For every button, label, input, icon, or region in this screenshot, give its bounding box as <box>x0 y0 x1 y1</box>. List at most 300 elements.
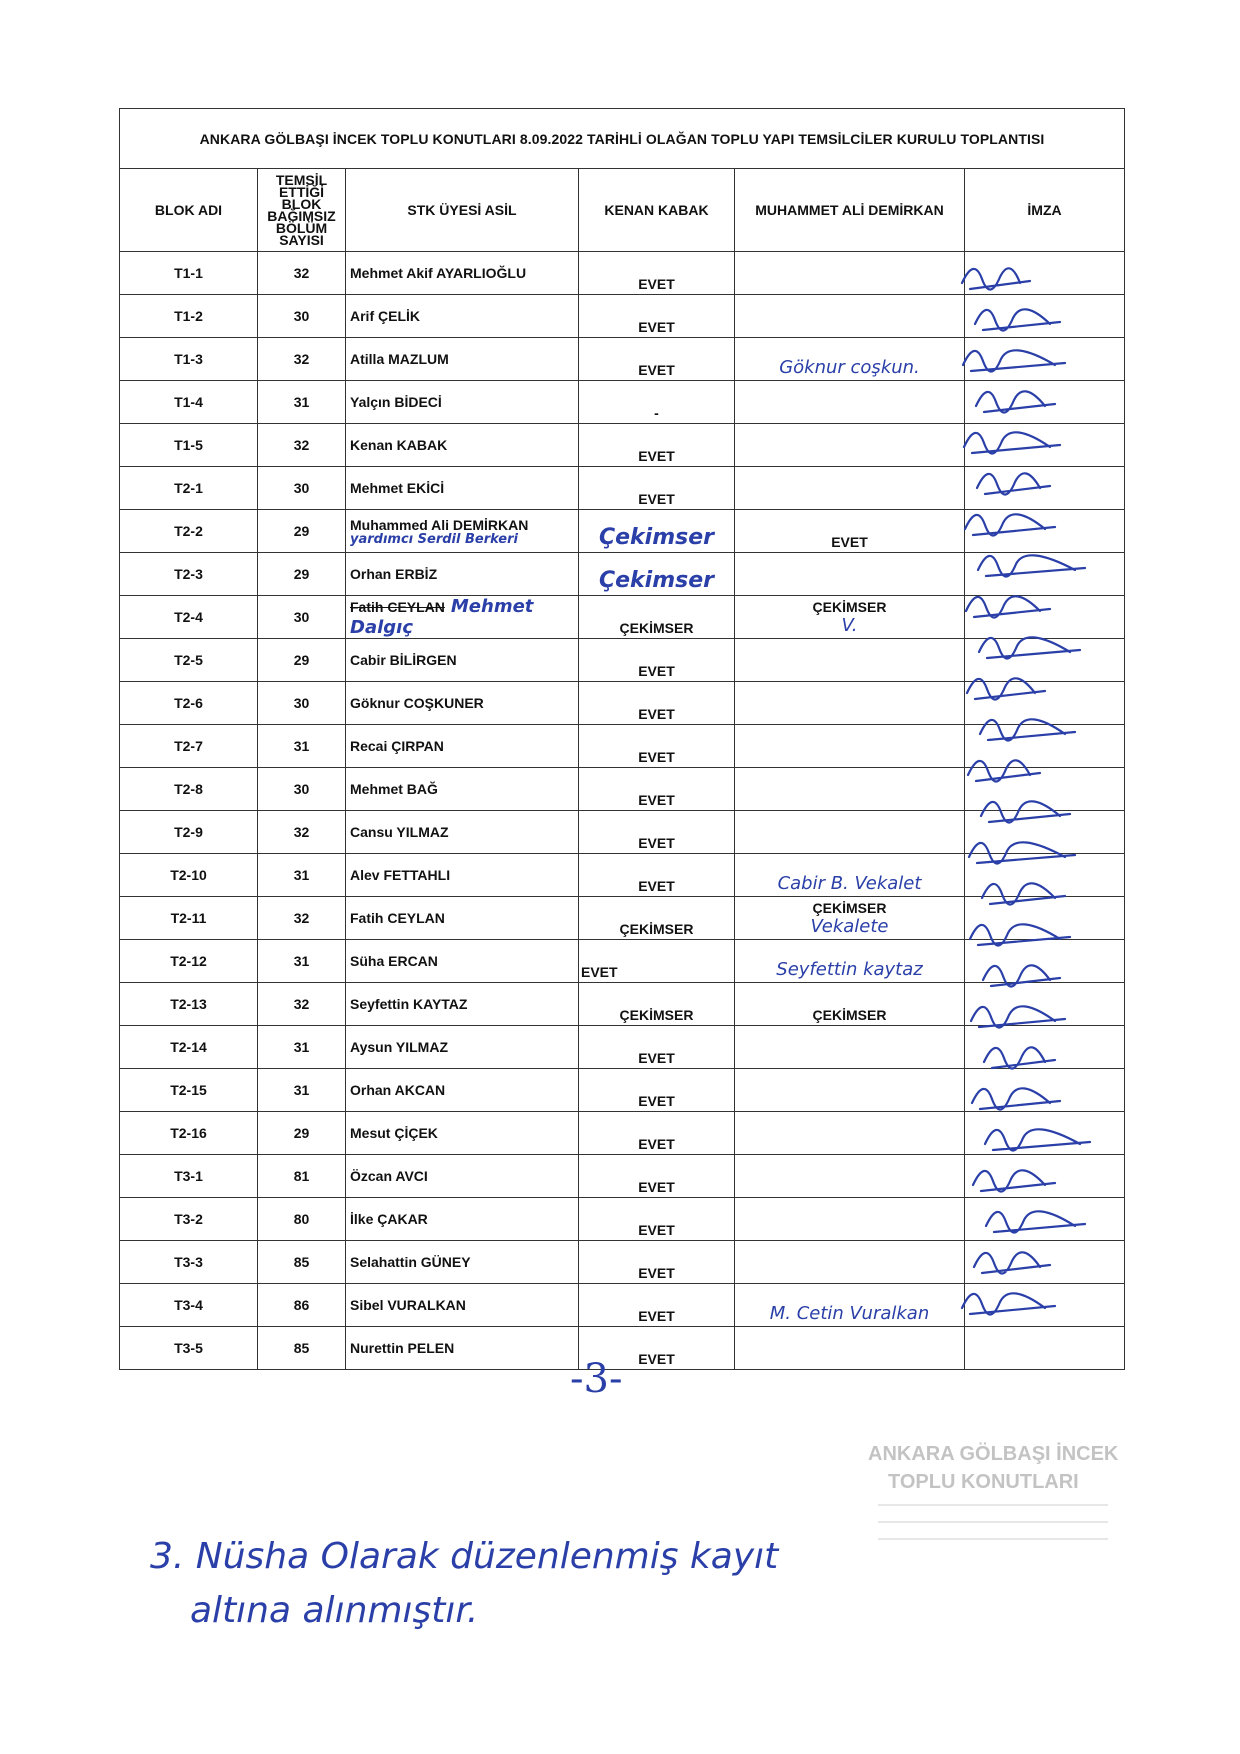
member-name-cell-text: Mehmet BAĞ <box>350 781 438 797</box>
kenan-vote-cell <box>579 811 735 854</box>
muhammet-vote-cell <box>735 596 965 639</box>
signature-cell <box>965 983 1125 1026</box>
kenan-vote-cell <box>579 1241 735 1284</box>
member-name-cell <box>346 596 579 639</box>
blok-cell <box>120 553 258 596</box>
kenan-vote-cell <box>579 725 735 768</box>
member-name-cell-text: Aysun YILMAZ <box>350 1039 449 1055</box>
member-name-cell-text: Yalçın BİDECİ <box>350 394 442 410</box>
table-row <box>120 467 1125 510</box>
unit-count-cell <box>258 639 346 682</box>
unit-count-cell-text: 29 <box>293 566 310 582</box>
kenan-vote-cell-text: Çekimser <box>598 568 715 593</box>
blok-cell-text: T2-13 <box>170 996 207 1012</box>
table-row <box>120 424 1125 467</box>
unit-count-cell <box>258 1069 346 1112</box>
kenan-vote-cell <box>579 897 735 940</box>
signature-cell <box>965 553 1125 596</box>
muhammet-vote-cell <box>735 725 965 768</box>
unit-count-cell <box>258 1284 346 1327</box>
unit-count-cell <box>258 682 346 725</box>
kenan-vote-cell-text: EVET <box>638 448 675 464</box>
kenan-vote-cell-text: ÇEKİMSER <box>619 921 694 937</box>
member-name-cell-text: Cabir BİLİRGEN <box>350 652 457 668</box>
unit-count-cell-text: 31 <box>293 1082 310 1098</box>
header-temsil: TEMSİL ETTİĞİ BLOK BAĞIMSIZ BÖLÜM SAYISI <box>258 169 346 252</box>
member-name-cell-text: Muhammed Ali DEMİRKAN <box>350 516 529 533</box>
blok-cell-text: T2-3 <box>174 566 203 582</box>
kenan-vote-cell-text: - <box>654 405 659 421</box>
muhammet-vote-cell <box>735 897 965 940</box>
attendance-table <box>119 108 1125 1370</box>
svg-text:TOPLU KONUTLARI: TOPLU KONUTLARI <box>888 1471 1079 1493</box>
blok-cell <box>120 381 258 424</box>
unit-count-cell <box>258 897 346 940</box>
muhammet-vote-cell <box>735 381 965 424</box>
blok-cell <box>120 983 258 1026</box>
unit-count-cell-text: 32 <box>293 265 310 281</box>
unit-count-cell <box>258 553 346 596</box>
member-name-cell <box>346 252 579 295</box>
muhammet-vote-cell <box>735 768 965 811</box>
table-row <box>120 381 1125 424</box>
signature-cell <box>965 295 1125 338</box>
member-name-cell <box>346 1112 579 1155</box>
member-name-cell <box>346 510 579 553</box>
blok-cell <box>120 682 258 725</box>
unit-count-cell-text: 86 <box>293 1297 310 1313</box>
blok-cell <box>120 1155 258 1198</box>
blok-cell <box>120 854 258 897</box>
table-row <box>120 295 1125 338</box>
unit-count-cell-text: 29 <box>293 1125 310 1141</box>
blok-cell <box>120 1026 258 1069</box>
member-name-cell-text: Özcan AVCI <box>350 1168 428 1184</box>
kenan-vote-cell <box>579 1155 735 1198</box>
kenan-vote-cell-text: EVET <box>638 835 675 851</box>
blok-cell <box>120 1198 258 1241</box>
muhammet-vote-cell-text: ÇEKİMSER <box>812 599 887 615</box>
handwritten-proxy-note: Mehmet Dalgıç <box>350 596 534 638</box>
member-name-cell <box>346 553 579 596</box>
signature-cell <box>965 682 1125 725</box>
blok-cell-text: T1-2 <box>174 308 203 324</box>
unit-count-cell-text: 80 <box>293 1211 310 1227</box>
blok-cell-text: T2-16 <box>170 1125 207 1141</box>
unit-count-cell-text: 32 <box>293 996 310 1012</box>
muhammet-vote-cell <box>735 983 965 1026</box>
table-row <box>120 1155 1125 1198</box>
handwritten-annotation: V. <box>841 615 858 636</box>
muhammet-vote-cell <box>735 510 965 553</box>
association-stamp <box>848 1430 1128 1590</box>
kenan-vote-cell-text: Çekimser <box>598 525 715 550</box>
kenan-vote-cell <box>579 381 735 424</box>
table-row <box>120 1069 1125 1112</box>
unit-count-cell <box>258 510 346 553</box>
blok-cell-text: T1-4 <box>174 394 203 410</box>
muhammet-vote-cell-text: ÇEKİMSER <box>812 1007 887 1023</box>
unit-count-cell <box>258 424 346 467</box>
unit-count-cell <box>258 1026 346 1069</box>
muhammet-vote-cell <box>735 1284 965 1327</box>
unit-count-cell <box>258 940 346 983</box>
member-name-cell-text: Nurettin PELEN <box>350 1340 455 1356</box>
table-row <box>120 338 1125 381</box>
table-row <box>120 1198 1125 1241</box>
muhammet-vote-cell <box>735 1069 965 1112</box>
blok-cell <box>120 1112 258 1155</box>
member-name-cell-text: Orhan AKCAN <box>350 1082 446 1098</box>
kenan-vote-cell-text: EVET <box>638 362 675 378</box>
kenan-vote-cell <box>579 553 735 596</box>
muhammet-vote-cell <box>735 1026 965 1069</box>
kenan-vote-cell-text: EVET <box>638 1265 675 1281</box>
muhammet-vote-cell <box>735 553 965 596</box>
table-row <box>120 811 1125 854</box>
unit-count-cell <box>258 1155 346 1198</box>
blok-cell <box>120 424 258 467</box>
member-name-cell-text: Mesut ÇİÇEK <box>350 1125 438 1141</box>
signature-cell <box>965 1069 1125 1112</box>
unit-count-cell <box>258 467 346 510</box>
member-name-cell-text: Mehmet EKİCİ <box>350 480 445 496</box>
blok-cell-text: T2-12 <box>170 953 207 969</box>
member-name-cell <box>346 1327 579 1370</box>
kenan-vote-cell <box>579 596 735 639</box>
blok-cell-text: T3-4 <box>174 1297 203 1313</box>
member-name-cell <box>346 940 579 983</box>
signature-cell <box>965 1155 1125 1198</box>
table-row <box>120 252 1125 295</box>
table-row <box>120 1284 1125 1327</box>
kenan-vote-cell-text: EVET <box>638 878 675 894</box>
member-name-cell <box>346 897 579 940</box>
member-name-cell-text: Sibel VURALKAN <box>350 1297 466 1313</box>
kenan-vote-cell <box>579 940 735 983</box>
signature-cell <box>965 725 1125 768</box>
blok-cell-text: T3-3 <box>174 1254 203 1270</box>
blok-cell <box>120 252 258 295</box>
member-name-cell <box>346 424 579 467</box>
member-name-cell <box>346 811 579 854</box>
signature-cell <box>965 1112 1125 1155</box>
muhammet-vote-cell <box>735 940 965 983</box>
unit-count-cell <box>258 983 346 1026</box>
unit-count-cell-text: 29 <box>293 652 310 668</box>
kenan-vote-cell <box>579 252 735 295</box>
table-row <box>120 510 1125 553</box>
kenan-vote-cell-text: EVET <box>638 1093 675 1109</box>
kenan-vote-cell <box>579 295 735 338</box>
member-name-cell-text: Orhan ERBİZ <box>350 566 438 582</box>
kenan-vote-cell-text: EVET <box>638 1179 675 1195</box>
blok-cell-text: T2-7 <box>174 738 203 754</box>
unit-count-cell <box>258 854 346 897</box>
document-title: ANKARA GÖLBAŞI İNCEK TOPLU KONUTLARI 8.09.2022 TARİHLİ OLAĞAN TOPLU YAPI TEMSİLCİLER KURULU TOPLANTISI <box>120 109 1125 169</box>
member-name-cell-text: Süha ERCAN <box>350 953 438 969</box>
table-row <box>120 639 1125 682</box>
blok-cell <box>120 1069 258 1112</box>
unit-count-cell-text: 30 <box>293 308 310 324</box>
blok-cell-text: T1-1 <box>174 265 203 281</box>
unit-count-cell-text: 31 <box>293 738 310 754</box>
kenan-vote-cell-text: EVET <box>638 1222 675 1238</box>
blok-cell-text: T2-10 <box>170 867 207 883</box>
signature-cell <box>965 1284 1125 1327</box>
kenan-vote-cell <box>579 768 735 811</box>
unit-count-cell-text: 31 <box>293 394 310 410</box>
header-blok: BLOK ADI <box>120 169 258 252</box>
kenan-vote-cell <box>579 983 735 1026</box>
blok-cell-text: T2-11 <box>170 910 207 926</box>
table-row <box>120 682 1125 725</box>
unit-count-cell <box>258 725 346 768</box>
signature-cell <box>965 1026 1125 1069</box>
table-row <box>120 553 1125 596</box>
blok-cell-text: T2-8 <box>174 781 203 797</box>
member-name-cell-text: Atilla MAZLUM <box>350 351 449 367</box>
signature-cell <box>965 338 1125 381</box>
kenan-vote-cell <box>579 1112 735 1155</box>
kenan-vote-cell <box>579 682 735 725</box>
member-name-cell-text: Arif ÇELİK <box>350 308 420 324</box>
unit-count-cell-text: 32 <box>293 910 310 926</box>
kenan-vote-cell <box>579 1026 735 1069</box>
header-muhammet: MUHAMMET ALİ DEMİRKAN <box>735 169 965 252</box>
handwritten-proxy-note: yardımcı Serdil Berkeri <box>350 531 518 547</box>
blok-cell-text: T2-2 <box>174 523 203 539</box>
blok-cell <box>120 510 258 553</box>
kenan-vote-cell <box>579 338 735 381</box>
handwritten-annotation: M. Cetin Vuralkan <box>769 1303 930 1324</box>
muhammet-vote-cell <box>735 1327 965 1370</box>
signature-cell <box>965 854 1125 897</box>
header-imza: İMZA <box>965 169 1125 252</box>
blok-cell-text: T1-3 <box>174 351 203 367</box>
kenan-vote-cell <box>579 1284 735 1327</box>
unit-count-cell-text: 32 <box>293 437 310 453</box>
blok-cell <box>120 940 258 983</box>
svg-text:ANKARA GÖLBAŞI İNCEK: ANKARA GÖLBAŞI İNCEK <box>868 1443 1119 1465</box>
handwritten-footer-note <box>150 1530 778 1638</box>
document-sheet <box>119 108 1124 1370</box>
unit-count-cell-text: 30 <box>293 480 310 496</box>
unit-count-cell <box>258 1112 346 1155</box>
muhammet-vote-cell <box>735 252 965 295</box>
blok-cell <box>120 1284 258 1327</box>
header-stk: STK ÜYESİ ASİL <box>346 169 579 252</box>
unit-count-cell-text: 31 <box>293 1039 310 1055</box>
unit-count-cell <box>258 596 346 639</box>
muhammet-vote-cell-text: ÇEKİMSER <box>812 900 887 916</box>
member-name-cell <box>346 639 579 682</box>
signature-cell <box>965 1241 1125 1284</box>
handwritten-annotation: Seyfettin kaytaz <box>776 959 923 980</box>
unit-count-cell-text: 85 <box>293 1254 310 1270</box>
signature-cell <box>965 768 1125 811</box>
table-row <box>120 1241 1125 1284</box>
blok-cell <box>120 1241 258 1284</box>
signature-cell <box>965 897 1125 940</box>
kenan-vote-cell-text: EVET <box>638 491 675 507</box>
member-name-cell <box>346 1069 579 1112</box>
kenan-vote-cell <box>579 424 735 467</box>
kenan-vote-cell-text: EVET <box>638 663 675 679</box>
member-name-cell <box>346 1026 579 1069</box>
member-name-cell <box>346 338 579 381</box>
unit-count-cell <box>258 252 346 295</box>
blok-cell <box>120 338 258 381</box>
blok-cell-text: T2-1 <box>174 480 203 496</box>
member-name-cell <box>346 295 579 338</box>
member-name-cell <box>346 1241 579 1284</box>
table-body <box>120 252 1125 1370</box>
table-row <box>120 854 1125 897</box>
blok-cell-text: T3-1 <box>174 1168 203 1184</box>
muhammet-vote-cell <box>735 1155 965 1198</box>
member-name-cell <box>346 1155 579 1198</box>
blok-cell-text: T2-15 <box>170 1082 207 1098</box>
unit-count-cell-text: 31 <box>293 867 310 883</box>
member-name-cell <box>346 768 579 811</box>
unit-count-cell-text: 81 <box>293 1168 310 1184</box>
blok-cell <box>120 768 258 811</box>
table-row <box>120 596 1125 639</box>
signature-cell <box>965 1327 1125 1370</box>
unit-count-cell-text: 32 <box>293 824 310 840</box>
unit-count-cell <box>258 381 346 424</box>
footer-note-line1: 3. Nüsha Olarak düzenlenmiş kayıt <box>150 1536 779 1577</box>
kenan-vote-cell-text: EVET <box>638 1050 675 1066</box>
kenan-vote-cell-text: EVET <box>638 1351 675 1367</box>
blok-cell <box>120 295 258 338</box>
handwritten-annotation: Vekalete <box>810 916 889 937</box>
blok-cell-text: T3-2 <box>174 1211 203 1227</box>
signature-cell <box>965 811 1125 854</box>
unit-count-cell <box>258 1327 346 1370</box>
unit-count-cell <box>258 1198 346 1241</box>
kenan-vote-cell <box>579 467 735 510</box>
kenan-vote-cell <box>579 1198 735 1241</box>
handwritten-annotation: Cabir B. Vekalet <box>777 873 922 894</box>
member-name-cell <box>346 1198 579 1241</box>
blok-cell-text: T2-6 <box>174 695 203 711</box>
blok-cell <box>120 467 258 510</box>
kenan-vote-cell <box>579 1069 735 1112</box>
member-name-cell <box>346 725 579 768</box>
member-name-cell-text: Cansu YILMAZ <box>350 824 449 840</box>
page-number: -3- <box>570 1356 623 1402</box>
blok-cell-text: T1-5 <box>174 437 203 453</box>
member-name-cell <box>346 1284 579 1327</box>
signature-cell <box>965 467 1125 510</box>
muhammet-vote-cell <box>735 682 965 725</box>
muhammet-vote-cell <box>735 424 965 467</box>
member-name-cell <box>346 983 579 1026</box>
blok-cell-text: T3-5 <box>174 1340 203 1356</box>
unit-count-cell <box>258 338 346 381</box>
signature-cell <box>965 252 1125 295</box>
member-name-cell <box>346 682 579 725</box>
handwritten-annotation: Göknur coşkun. <box>779 357 920 378</box>
member-name-cell <box>346 854 579 897</box>
kenan-vote-cell-text: EVET <box>638 276 675 292</box>
blok-cell-text: T2-4 <box>174 609 203 625</box>
signature-cell <box>965 510 1125 553</box>
unit-count-cell-text: 30 <box>293 695 310 711</box>
unit-count-cell-text: 32 <box>293 351 310 367</box>
table-row <box>120 768 1125 811</box>
muhammet-vote-cell <box>735 295 965 338</box>
muhammet-vote-cell-text: EVET <box>831 534 868 550</box>
kenan-vote-cell <box>579 639 735 682</box>
unit-count-cell-text: 85 <box>293 1340 310 1356</box>
kenan-vote-cell-text: EVET <box>638 749 675 765</box>
signature-cell <box>965 639 1125 682</box>
signature-cell <box>965 424 1125 467</box>
unit-count-cell-text: 31 <box>293 953 310 969</box>
kenan-vote-cell-text: EVET <box>638 319 675 335</box>
blok-cell-text: T2-9 <box>174 824 203 840</box>
signature-cell <box>965 381 1125 424</box>
signature-cell <box>965 596 1125 639</box>
unit-count-cell-text: 29 <box>293 523 310 539</box>
blok-cell-text: T2-5 <box>174 652 203 668</box>
kenan-vote-cell-text: EVET <box>638 706 675 722</box>
unit-count-cell <box>258 295 346 338</box>
unit-count-cell <box>258 768 346 811</box>
blok-cell <box>120 1327 258 1370</box>
member-name-cell-text: Fatih CEYLAN <box>350 910 445 926</box>
kenan-vote-cell-text: EVET <box>638 1308 675 1324</box>
unit-count-cell-text: 30 <box>293 781 310 797</box>
table-row <box>120 1112 1125 1155</box>
muhammet-vote-cell <box>735 639 965 682</box>
muhammet-vote-cell <box>735 338 965 381</box>
blok-cell <box>120 811 258 854</box>
kenan-vote-cell-text: EVET <box>638 792 675 808</box>
member-name-cell-text: Fatih CEYLAN <box>350 599 445 615</box>
member-name-cell <box>346 467 579 510</box>
kenan-vote-cell-text: EVET <box>638 1136 675 1152</box>
member-name-cell-text: Mehmet Akif AYARLIOĞLU <box>350 265 527 281</box>
unit-count-cell-text: 30 <box>293 609 310 625</box>
table-row <box>120 897 1125 940</box>
muhammet-vote-cell <box>735 1241 965 1284</box>
blok-cell <box>120 639 258 682</box>
table-row <box>120 725 1125 768</box>
muhammet-vote-cell <box>735 811 965 854</box>
muhammet-vote-cell <box>735 1198 965 1241</box>
member-name-cell-text: İlke ÇAKAR <box>350 1211 428 1227</box>
unit-count-cell <box>258 1241 346 1284</box>
muhammet-vote-cell <box>735 854 965 897</box>
member-name-cell-text: Seyfettin KAYTAZ <box>350 996 468 1012</box>
blok-cell <box>120 596 258 639</box>
kenan-vote-cell-text: ÇEKİMSER <box>619 1007 694 1023</box>
signature-cell <box>965 1198 1125 1241</box>
blok-cell-text: T2-14 <box>170 1039 207 1055</box>
member-name-cell-text: Selahattin GÜNEY <box>350 1254 471 1270</box>
kenan-vote-cell <box>579 854 735 897</box>
table-row <box>120 983 1125 1026</box>
table-row <box>120 1026 1125 1069</box>
kenan-vote-cell <box>579 510 735 553</box>
muhammet-vote-cell <box>735 467 965 510</box>
member-name-cell-text: Kenan KABAK <box>350 437 448 453</box>
blok-cell <box>120 725 258 768</box>
